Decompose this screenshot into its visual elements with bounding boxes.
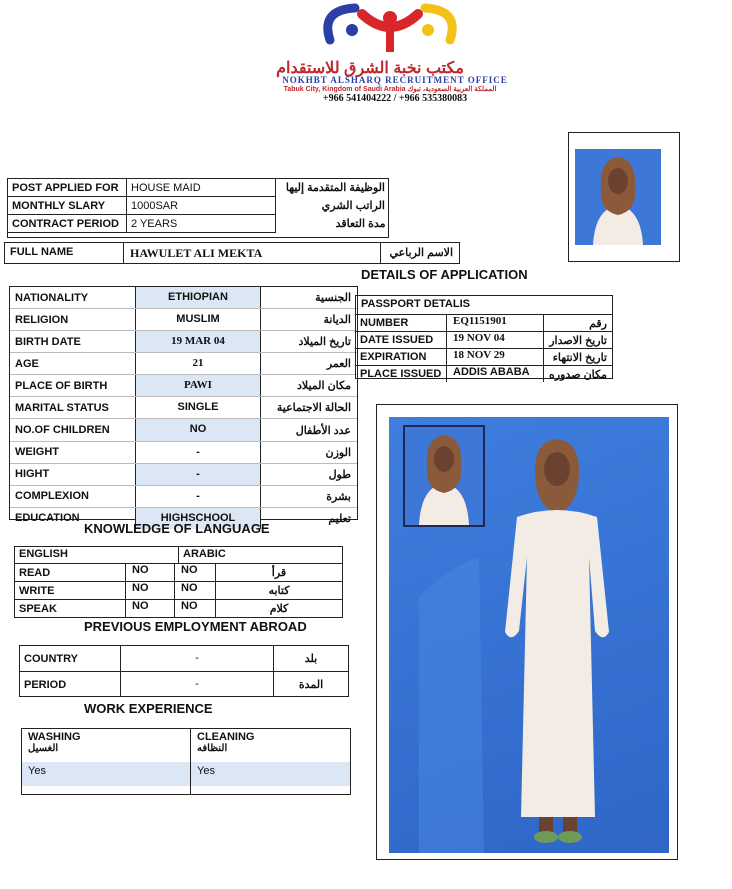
personal-arabic: الديانة — [323, 314, 351, 327]
passport-value: 18 NOV 29 — [446, 349, 544, 365]
passport-table — [355, 295, 613, 379]
personal-value: NO — [135, 419, 261, 440]
personal-label: HIGHT — [15, 468, 50, 481]
header-logo — [300, 0, 480, 64]
lang-skill-arabic: كتابه — [268, 585, 290, 597]
personal-arabic: الوزن — [325, 446, 351, 459]
salary-value: 1000SAR — [127, 197, 276, 215]
employment-arabic: بلد — [304, 653, 318, 665]
personal-label: BIRTH DATE — [15, 335, 81, 348]
cleaning-value: Yes — [191, 762, 350, 786]
passport-arabic: مكان صدوره — [549, 368, 607, 381]
table-row — [10, 397, 357, 419]
experience-title: WORK EXPERIENCE — [84, 701, 213, 716]
lang-english-value: NO — [125, 582, 175, 599]
table-row — [10, 442, 357, 464]
personal-arabic: تاريخ الميلاد — [298, 336, 351, 349]
contract-arabic: مدة التعاقد — [335, 218, 386, 230]
office-name-english: NOKHBT ALSHARQ RECRUITMENT OFFICE — [282, 75, 508, 85]
cleaning-label: CLEANING — [197, 731, 255, 743]
passport-value: ADDIS ABABA — [446, 366, 544, 382]
fullname-label: FULL NAME — [10, 246, 74, 258]
language-table — [14, 546, 343, 618]
details-title: DETAILS OF APPLICATION — [361, 267, 528, 282]
fullname-arabic: الاسم الرباعي — [389, 247, 453, 259]
personal-label: NO.OF CHILDREN — [15, 424, 110, 436]
table-row — [8, 179, 390, 197]
passport-arabic: رقم — [589, 317, 607, 330]
full-body-photo — [389, 417, 669, 853]
personal-arabic: الجنسية — [315, 292, 351, 305]
personal-value: MUSLIM — [135, 309, 261, 330]
passport-label: PLACE ISSUED — [360, 368, 442, 380]
lang-skill-label: WRITE — [19, 584, 55, 597]
personal-value: SINGLE — [135, 397, 261, 418]
lang-arabic-head: ARABIC — [183, 548, 226, 560]
table-row — [10, 486, 357, 508]
employment-label: COUNTRY — [24, 652, 78, 665]
contract-value: 2 YEARS — [127, 215, 276, 233]
table-row — [10, 309, 357, 331]
experience-table — [21, 728, 351, 795]
personal-arabic: تعليم — [328, 512, 351, 525]
table-row — [10, 419, 357, 441]
personal-label: AGE — [15, 357, 39, 370]
table-row — [20, 646, 348, 672]
employment-label: PERIOD — [24, 678, 67, 691]
personal-arabic: مكان الميلاد — [296, 380, 351, 393]
post-value: HOUSE MAID — [127, 179, 276, 197]
personal-table — [9, 286, 358, 525]
personal-label: PLACE OF BIRTH — [15, 379, 108, 392]
table-row — [10, 353, 357, 375]
table-row — [15, 564, 342, 582]
passport-value: EQ1151901 — [446, 315, 544, 331]
table-row — [10, 375, 357, 397]
salary-arabic: الراتب الشري — [321, 200, 385, 212]
personal-value: ETHIOPIAN — [135, 287, 261, 308]
passport-value: 19 NOV 04 — [446, 332, 544, 348]
office-location: Tabuk City, Kingdom of Saudi Arabia المملكة العربية السعودية، تبوك — [283, 86, 497, 93]
office-name-arabic: مكتب نخبة الشرق للاستقدام — [276, 60, 464, 77]
passport-label: NUMBER — [360, 317, 409, 329]
personal-value: HIGHSCHOOL — [135, 508, 261, 529]
personal-arabic: بشرة — [326, 490, 351, 503]
full-photo-frame — [376, 404, 678, 860]
table-row — [356, 365, 612, 382]
language-title: KNOWLEDGE OF LANGUAGE — [84, 521, 270, 536]
office-phones: +966 541404222 / +966 535380083 — [322, 93, 468, 104]
experience-washing — [22, 729, 191, 794]
employment-value: - — [120, 646, 274, 671]
personal-value: - — [135, 442, 261, 463]
table-row — [8, 215, 390, 233]
personal-label: RELIGION — [15, 313, 69, 326]
passport-arabic: تاريخ الانتهاء — [552, 351, 607, 364]
lang-english-value: NO — [125, 600, 175, 617]
employment-title: PREVIOUS EMPLOYMENT ABROAD — [84, 619, 307, 634]
personal-arabic: الحالة الاجتماعية — [276, 402, 351, 415]
table-row — [10, 464, 357, 486]
passport-photo-frame — [568, 132, 680, 262]
washing-label: WASHING — [28, 731, 81, 743]
table-row — [15, 582, 342, 600]
lang-skill-arabic: قرأ — [271, 567, 287, 579]
personal-label: WEIGHT — [15, 446, 59, 459]
lang-arabic-value: NO — [175, 564, 216, 581]
lang-arabic-value: NO — [175, 582, 216, 599]
fullname-value: HAWULET ALI MEKTA — [123, 243, 381, 263]
employment-value: - — [120, 672, 274, 697]
washing-arabic: الغسيل — [28, 743, 59, 754]
personal-value: 19 MAR 04 — [135, 331, 261, 352]
table-row — [15, 600, 342, 617]
post-table — [7, 178, 390, 233]
personal-arabic: عدد الأطفال — [295, 424, 351, 437]
personal-label: NATIONALITY — [15, 291, 89, 304]
inset-photo — [403, 425, 485, 527]
table-row — [356, 331, 612, 348]
personal-arabic: طول — [328, 468, 351, 481]
washing-value: Yes — [22, 762, 190, 786]
passport-arabic: تاريخ الاصدار — [549, 334, 607, 347]
personal-value: - — [135, 464, 261, 485]
personal-label: EDUCATION — [15, 512, 80, 525]
passport-label: DATE ISSUED — [360, 334, 434, 346]
passport-title: PASSPORT DETALIS — [361, 298, 470, 310]
contract-label: CONTRACT PERIOD — [8, 215, 127, 233]
table-row — [10, 287, 357, 309]
employment-table — [19, 645, 349, 697]
passport-photo — [575, 149, 661, 245]
personal-arabic: العمر — [326, 358, 351, 371]
lang-arabic-value: NO — [175, 600, 216, 617]
personal-value: 21 — [135, 353, 261, 374]
table-row — [8, 197, 390, 215]
lang-skill-arabic: كلام — [269, 603, 289, 615]
salary-label: MONTHLY SLARY — [8, 197, 127, 215]
cleaning-arabic: النظافه — [197, 743, 228, 754]
lang-english-value: NO — [125, 564, 175, 581]
personal-value: - — [135, 486, 261, 507]
table-row — [20, 672, 348, 697]
post-arabic: الوظيفة المتقدمة إليها — [285, 182, 385, 194]
personal-value: PAWI — [135, 375, 261, 396]
lang-skill-label: READ — [19, 566, 51, 579]
experience-cleaning — [191, 729, 350, 794]
post-label: POST APPLIED FOR — [8, 179, 127, 197]
passport-label: EXPIRATION — [360, 351, 427, 363]
personal-label: MARITAL STATUS — [15, 401, 109, 414]
personal-label: COMPLEXION — [15, 490, 89, 503]
table-row — [356, 348, 612, 365]
table-row — [356, 314, 612, 331]
lang-english-head: ENGLISH — [15, 547, 179, 563]
table-row — [10, 331, 357, 353]
employment-arabic: المدة — [298, 679, 324, 691]
lang-skill-label: SPEAK — [19, 602, 57, 615]
fullname-row — [4, 242, 460, 264]
